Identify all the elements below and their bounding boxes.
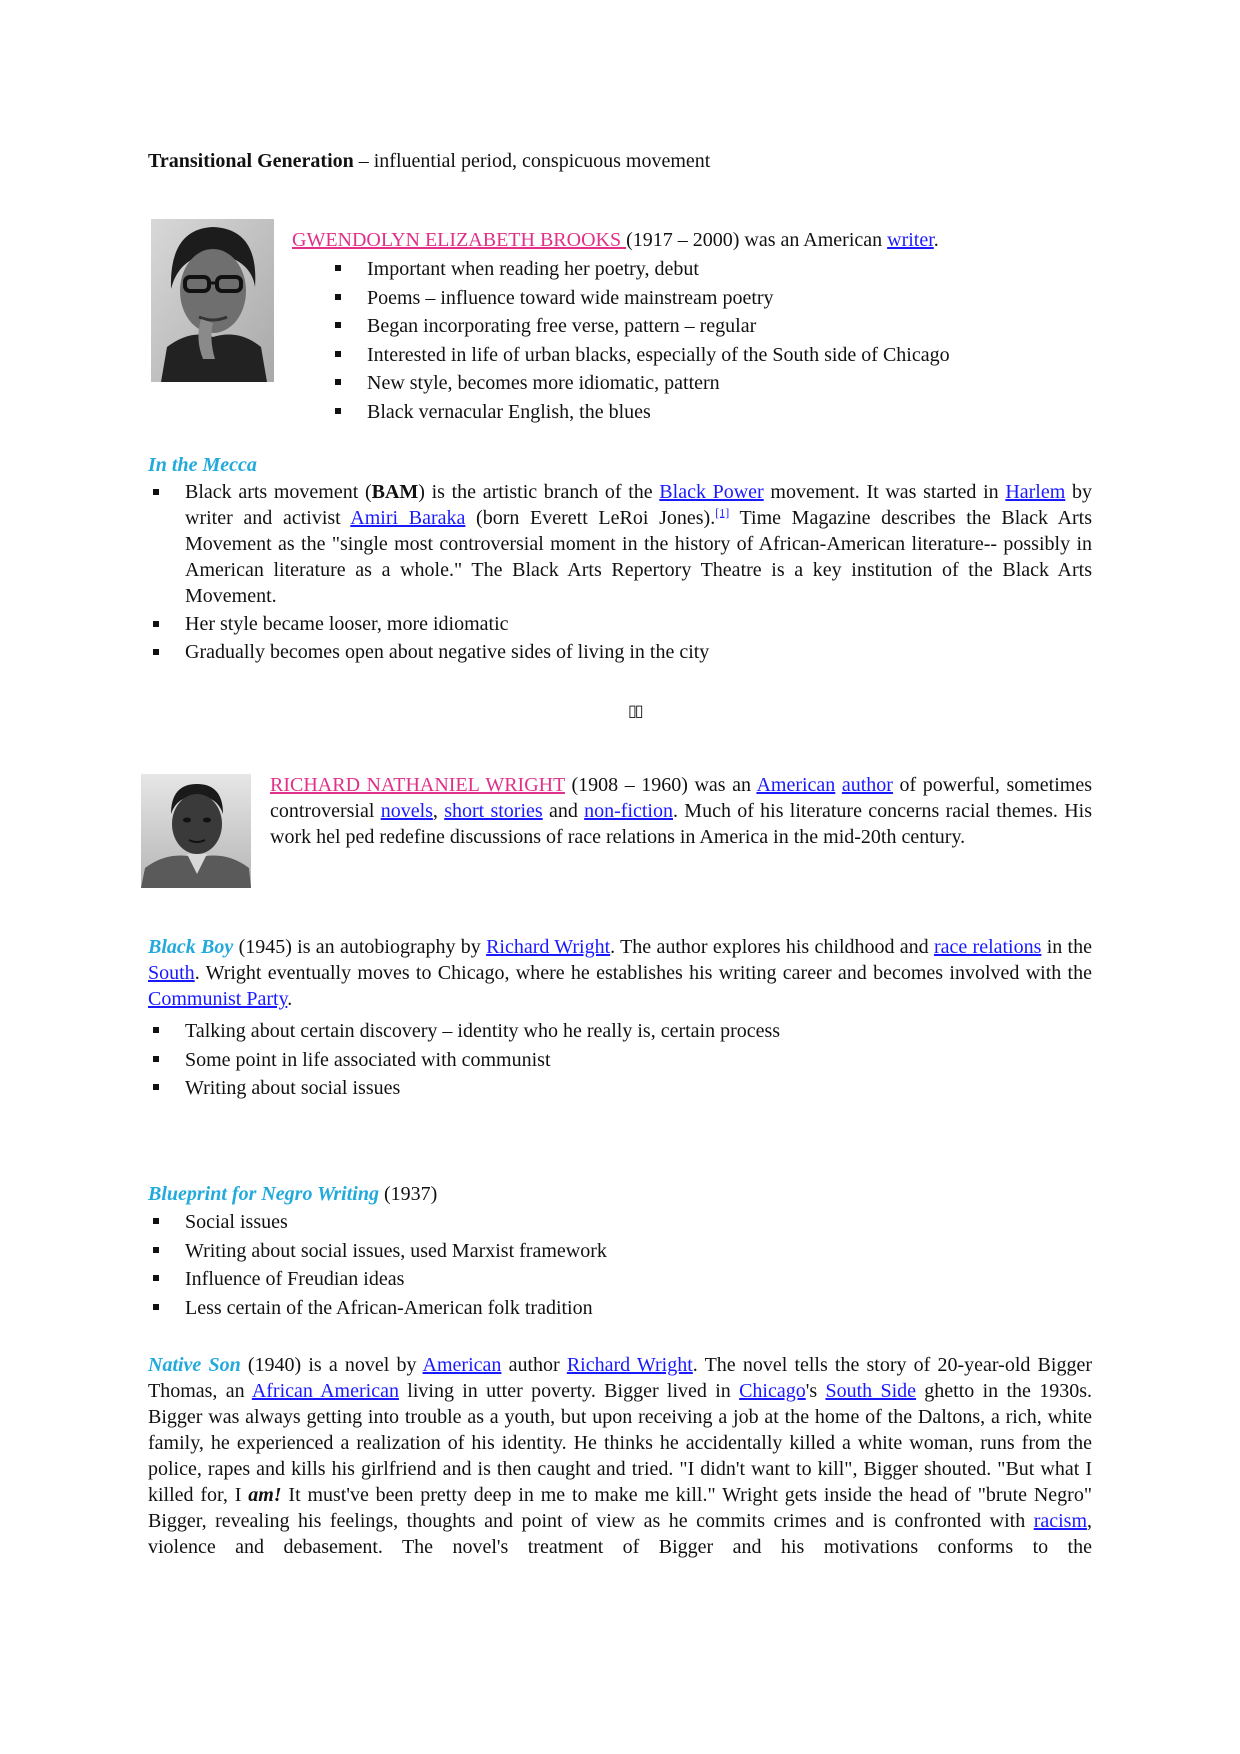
link-writer[interactable]: writer bbox=[887, 229, 934, 251]
link-communist-party[interactable]: Communist Party bbox=[148, 988, 288, 1010]
blackboy-bullet-list bbox=[148, 1017, 1092, 1103]
link-american[interactable]: American bbox=[756, 774, 836, 796]
title-bold: Transitional Generation bbox=[148, 150, 354, 172]
wright-text-d: , bbox=[432, 800, 445, 822]
list-item: Less certain of the African-American folk tradition bbox=[148, 1294, 1092, 1323]
title-rest: – influential period, conspicuous movement bbox=[353, 150, 711, 172]
link-chicago[interactable]: Chicago bbox=[739, 1380, 806, 1402]
mecca-text-d: by writer and activist bbox=[185, 481, 1092, 529]
link-american-2[interactable]: American bbox=[422, 1354, 502, 1376]
mecca-bullet-list bbox=[148, 479, 1092, 665]
link-richard-wright[interactable]: Richard Wright bbox=[486, 936, 611, 958]
wright-text-f: . Much of his literature concerns racial themes. His work hel ped redefine discussions of race relations in America in the mid-20th century. bbox=[270, 800, 1092, 848]
list-item: New style, becomes more idiomatic, pattern bbox=[330, 369, 1090, 398]
blackboy-paragraph bbox=[148, 934, 1092, 1012]
nativeson-text-d: living in utter poverty. Bigger lived in bbox=[398, 1380, 740, 1402]
nativeson-text-g: It must've been pretty deep in me to make me kill." Wright gets inside the head of "brute Negro" Bigger, revealing his feelings, thoughts and point of view as he commits crimes and is confronted with bbox=[148, 1484, 1092, 1532]
link-non-fiction[interactable]: non-fiction bbox=[584, 800, 673, 822]
wright-portrait-image bbox=[141, 774, 251, 888]
list-item: Writing about social issues bbox=[148, 1074, 1092, 1103]
nativeson-text-e: 's bbox=[805, 1380, 826, 1402]
blackboy-title: Black Boy bbox=[148, 936, 234, 958]
list-item: Black vernacular English, the blues bbox=[330, 398, 1090, 427]
link-harlem[interactable]: Harlem bbox=[1005, 481, 1066, 503]
list-item bbox=[148, 479, 1092, 609]
blackboy-text-a: (1945) is an autobiography by bbox=[233, 936, 487, 958]
list-item: Interested in life of urban blacks, especially of the South side of Chicago bbox=[330, 341, 1090, 370]
nativeson-emphasis: am! bbox=[248, 1484, 282, 1506]
link-author[interactable]: author bbox=[841, 774, 893, 796]
brooks-bullet-list bbox=[330, 255, 1090, 427]
link-race-relations[interactable]: race relations bbox=[933, 936, 1042, 958]
link-short-stories[interactable]: short stories bbox=[444, 800, 543, 822]
link-richard-wright-2[interactable]: Richard Wright bbox=[566, 1354, 693, 1376]
list-item: Influence of Freudian ideas bbox=[148, 1265, 1092, 1294]
list-item: Social issues bbox=[148, 1208, 1092, 1237]
list-item: Her style became looser, more idiomatic bbox=[148, 611, 1092, 637]
mecca-text-f: Time Magazine describes the Black Arts Movement as the "single most controversial moment in the history of African-American literature-- possibly in American literature as a whole." The Black Arts Repertory Theatre is a key institution of the Black Arts Movement. bbox=[185, 507, 1093, 607]
brooks-intro bbox=[292, 227, 1092, 253]
wright-text-e: and bbox=[542, 800, 585, 822]
link-black-power[interactable]: Black Power bbox=[659, 481, 764, 503]
link-novels[interactable]: novels bbox=[380, 800, 433, 822]
nativeson-text-f: ghetto in the 1930s. Bigger was always getting into trouble as a youth, but upon receiving a job at the home of the Daltons, a rich, white family, he experienced a realization of his identity. He thinks he accidentally killed a white woman, runs from the police, rapes and kills his girlfriend and is then caught and tried. "I didn't want to kill", Bigger shouted. "But what I killed for, I bbox=[148, 1380, 1092, 1506]
link-south-side[interactable]: South Side bbox=[825, 1380, 916, 1402]
list-item: Gradually becomes open about negative sides of living in the city bbox=[148, 639, 1092, 665]
brooks-portrait bbox=[151, 219, 274, 382]
nativeson-text-c: . The novel tells the story of 20-year-old Bigger Thomas, an bbox=[148, 1354, 1092, 1402]
list-item: Poems – influence toward wide mainstream poetry bbox=[330, 284, 1090, 313]
divider-glyph: ▯▯ bbox=[628, 701, 642, 720]
mecca-text-e: (born Everett LeRoi Jones). bbox=[465, 507, 716, 529]
nativeson-text-a: (1940) is a novel by bbox=[240, 1354, 423, 1376]
wright-text-c: of powerful, sometimes controversial bbox=[270, 774, 1093, 822]
blueprint-title: Blueprint for Negro Writing bbox=[148, 1183, 379, 1205]
brooks-name: GWENDOLYN ELIZABETH BROOKS bbox=[292, 229, 627, 251]
blackboy-text-e: . bbox=[287, 988, 293, 1010]
list-item: Began incorporating free verse, pattern – regular bbox=[330, 312, 1090, 341]
blackboy-text-b: . The author explores his childhood and bbox=[610, 936, 934, 958]
document-page bbox=[148, 0, 1092, 1754]
link-african-american[interactable]: African American bbox=[251, 1380, 399, 1402]
reference-1[interactable]: [1] bbox=[715, 505, 730, 520]
brooks-portrait-image bbox=[151, 219, 274, 382]
mecca-text-a: Black arts movement ( bbox=[185, 481, 372, 503]
nativeson-paragraph bbox=[148, 1352, 1092, 1560]
blackboy-text-c: in the bbox=[1041, 936, 1092, 958]
nativeson-text-h: , violence and debasement. The novel's treatment of Bigger and his motivations conforms to the bbox=[148, 1510, 1092, 1558]
brooks-intro-text-b: . bbox=[933, 229, 939, 251]
nativeson-title: Native Son bbox=[148, 1354, 241, 1376]
blackboy-text-d: . Wright eventually moves to Chicago, where he establishes his writing career and becomes involved with the bbox=[194, 962, 1092, 984]
list-item: Talking about certain discovery – identity who he really is, certain process bbox=[148, 1017, 1092, 1046]
list-item: Writing about social issues, used Marxist framework bbox=[148, 1237, 1092, 1266]
wright-portrait bbox=[141, 774, 251, 888]
blueprint-bullet-list bbox=[148, 1208, 1092, 1322]
list-item: Important when reading her poetry, debut bbox=[330, 255, 1090, 284]
wright-text-a: (1908 – 1960) was an bbox=[564, 774, 757, 796]
brooks-intro-text-a: (1917 – 2000) was an American bbox=[626, 229, 888, 251]
mecca-text-b: ) is the artistic branch of the bbox=[418, 481, 660, 503]
blueprint-year: (1937) bbox=[378, 1183, 438, 1205]
wright-name: RICHARD NATHANIEL WRIGHT bbox=[270, 774, 565, 796]
mecca-text-c: movement. It was started in bbox=[763, 481, 1006, 503]
link-racism[interactable]: racism bbox=[1033, 1510, 1087, 1532]
mecca-heading: In the Mecca bbox=[148, 454, 257, 476]
link-amiri-baraka[interactable]: Amiri Baraka bbox=[350, 507, 466, 529]
nativeson-text-b: author bbox=[501, 1354, 567, 1376]
list-item: Some point in life associated with communist bbox=[148, 1046, 1092, 1075]
link-south[interactable]: South bbox=[148, 962, 195, 984]
blueprint-heading bbox=[148, 1181, 437, 1207]
wright-intro bbox=[270, 772, 1092, 850]
mecca-bam: BAM bbox=[371, 481, 419, 503]
page-title bbox=[148, 148, 1048, 174]
